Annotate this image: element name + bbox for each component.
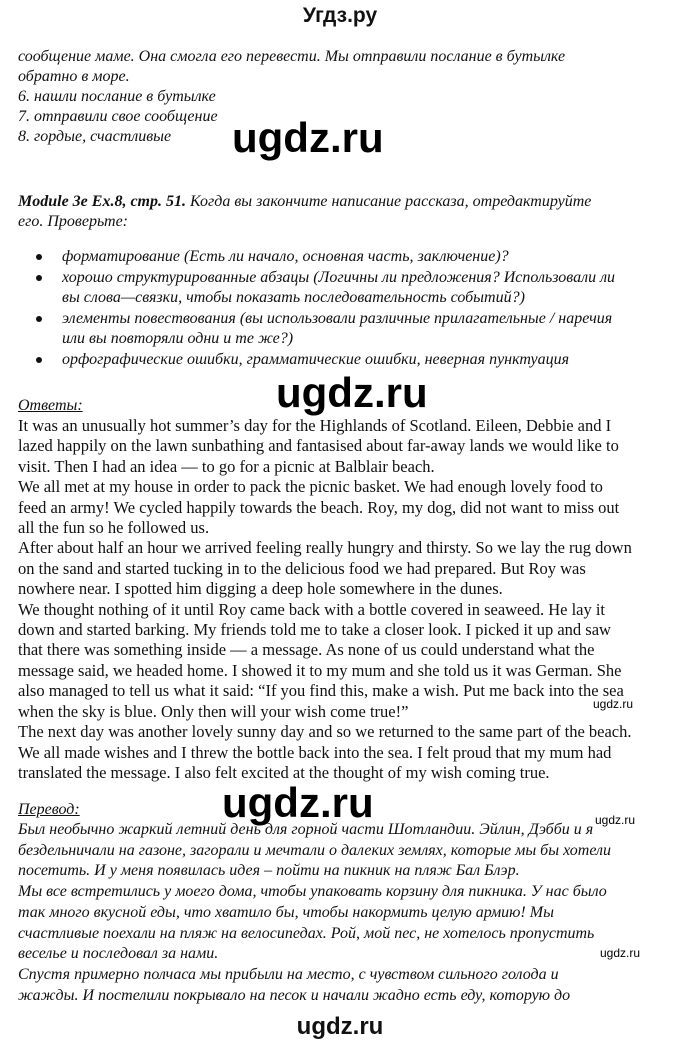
checklist-line: форматирование (Есть ли начало, основная часть, заключение)? [62, 248, 509, 265]
text-line: We thought nothing of it until Roy came back with a bottle covered in seaweed. He lay it [18, 599, 606, 619]
checklist-line: или вы повторяли одни и те же?) [62, 330, 294, 347]
bullet-icon [36, 357, 42, 363]
footer-site: ugdz.ru [296, 1013, 384, 1040]
text-line: down and started barking. My friends told me to take a closer look. I picked it up and saw [18, 620, 611, 640]
translation-section [18, 800, 668, 1006]
text-line: счастливые поехали на пляж на велосипедах. Рой, мой пес, не хотелось пропустить [18, 924, 595, 942]
text-line: We all made wishes and I threw the bottle back into the sea. I felt proud that my mum had [18, 742, 612, 762]
text-line: when the sky is blue. Only then will your wish come true!” [18, 701, 409, 721]
checklist-line: орфографические ошибки, грамматические ошибки, неверная пунктуация [62, 351, 570, 368]
text-line: visit. Then I had an idea — to go for a picnic at Balblair beach. [18, 456, 435, 476]
text-line: веселье и последовал за нами. [18, 945, 219, 963]
text-line: Спустя примерно полчаса мы прибыли на место, с чувством сильного голода и [18, 965, 559, 983]
watermark: ugdz.ru [232, 114, 384, 161]
text-line: feed an army! We cycled happily towards the beach. Roy, my dog, did not want to miss out [18, 497, 620, 517]
checklist-line: хорошо структурированные абзацы (Логичны ли предложения? Использовали ли [62, 269, 616, 286]
task-text-continued: его. Проверьте: [18, 213, 128, 230]
checklist [18, 247, 668, 371]
checklist-item [18, 268, 668, 308]
text-line: 7. отправили свое сообщение [18, 108, 218, 125]
task-reference: Module 3e Ex.8, стр. 51. [18, 193, 186, 210]
checklist-item [18, 247, 668, 267]
watermark-small: ugdz.ru [593, 697, 634, 711]
text-line: translated the message. I also felt excited at the thought of my wish coming true. [18, 762, 550, 782]
translation-text [18, 820, 668, 1006]
text-line: that there was something inside — a message. As none of us could understand what the [18, 640, 595, 660]
text-line: also managed to tell us what it said: “If you find this, make a wish. Put me back into the sea [18, 681, 624, 701]
text-line: 8. гордые, счастливые [18, 128, 172, 145]
bullet-icon [36, 316, 42, 322]
answers-section [18, 396, 668, 783]
text-line: Мы все встретились у моего дома, чтобы упаковать корзину для пикника. У нас было [18, 883, 607, 901]
checklist-item [18, 309, 668, 349]
watermark-small: ugdz.ru [600, 946, 641, 960]
watermark-small: ugdz.ru [595, 813, 636, 827]
text-line: жажды. И постелили покрывало на песок и начали жадно есть еду, которую до [18, 986, 571, 1004]
translation-heading: Перевод: [18, 801, 80, 818]
text-line: посетить. И у меня появилась идея – пойти на пикник на пляж Бал Блэр. [18, 862, 520, 880]
text-line: message said, we headed home. I showed it to my mum and she told us it was German. She [18, 660, 622, 680]
text-line: lazed happily on the lawn sunbathing and fantasised about far-away lands we would like to [18, 436, 619, 456]
text-line: сообщение маме. Она смогла его перевести. Мы отправили послание в бутылке [18, 48, 566, 65]
bullet-icon [36, 275, 42, 281]
text-line: 6. нашли послание в бутылке [18, 88, 216, 105]
text-line: We all met at my house in order to pack the picnic basket. We had enough lovely food to [18, 477, 603, 497]
answers-text [18, 416, 668, 783]
text-line: It was an unusually hot summer’s day for the Highlands of Scotland. Eileen, Debbie and I [18, 416, 612, 435]
text-line: all the fun so he followed us. [18, 518, 210, 538]
text-line: Был необычно жаркий летний день для горной части Шотландии. Эйлин, Дэбби и я [18, 821, 594, 838]
text-line: бездельничали на газоне, загорали и мечтали о далеких землях, которые мы бы хотели [18, 841, 611, 859]
watermark: ugdz.ru [222, 779, 374, 826]
text-line: обратно в море. [18, 68, 130, 85]
text-line: nowhere near. I spotted him digging a deep hole somewhere in the dunes. [18, 579, 503, 599]
checklist-line: элементы повествования (вы использовали различные прилагательные / наречия [62, 310, 613, 327]
checklist-line: вы слова—связки, чтобы показать последовательность событий?) [62, 289, 525, 306]
task-text: Когда вы закончите написание рассказа, отредактируйте [186, 193, 592, 210]
checklist-item [18, 350, 668, 370]
task-statement [18, 192, 668, 232]
text-line: After about half an hour we arrived feeling really hungry and thirsty. So we lay the rug down [18, 538, 632, 558]
site-title: Угдз.ру [302, 4, 378, 27]
text-line: The next day was another lovely sunny day and so we returned to the same part of the beach. [18, 722, 632, 742]
bullet-icon [36, 254, 42, 260]
text-line: так много вкусной еды, что хватило бы, чтобы накормить целую армию! Мы [18, 903, 554, 921]
text-line: on the sand and started tucking in to the delicious food we had prepared. But Roy was [18, 558, 586, 578]
answers-heading: Ответы: [18, 397, 83, 414]
watermark: ugdz.ru [276, 369, 428, 416]
